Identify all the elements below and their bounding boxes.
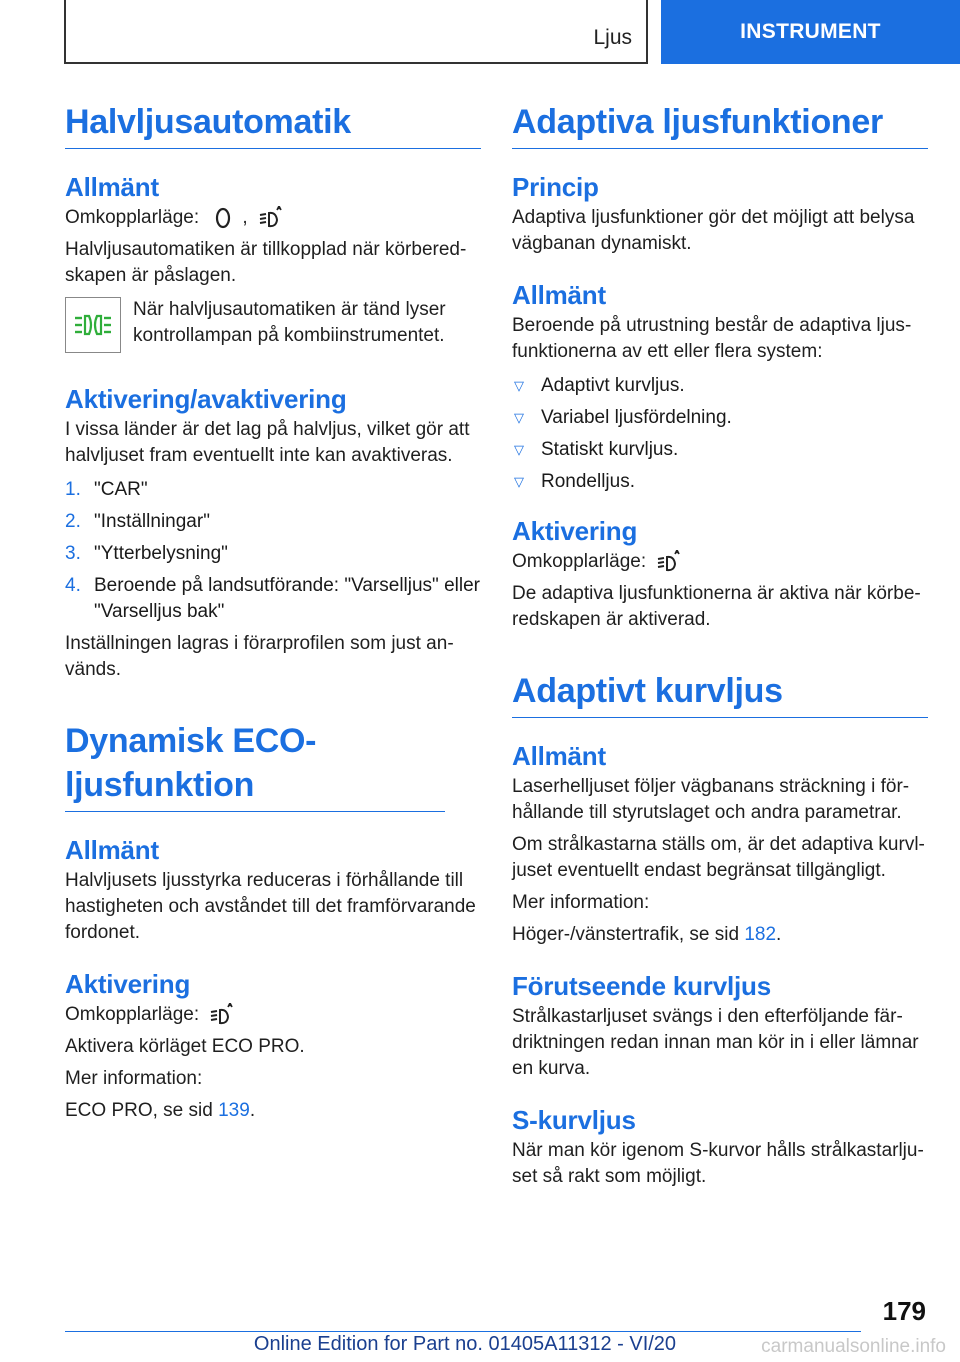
list-item: ▽ Adaptivt kurvljus. (512, 373, 928, 399)
list-item: ▽ Rondelljus. (512, 469, 928, 495)
heading-allmant: Allmänt (65, 835, 159, 865)
auto-headlight-icon (259, 206, 285, 230)
switch-label: Omkopplarläge: (65, 1004, 200, 1025)
paragraph: De adaptiva ljusfunktionerna är aktiva när körberedskapen är aktiverad. (512, 583, 921, 630)
paragraph: Om strålkastarna ställs om, är det adaptiva kurvljuset eventuellt endast begränsat tillgängligt. (512, 834, 925, 881)
systems-list (512, 373, 928, 495)
page-link-139[interactable]: 139 (218, 1100, 250, 1121)
heading-princip: Princip (512, 172, 599, 202)
indicator-lamp-box (65, 297, 121, 353)
page-number: 179 (882, 1296, 926, 1326)
switch-separator: , (242, 207, 248, 228)
switch-line (65, 1002, 481, 1028)
steps-list (65, 477, 481, 625)
switch-label: Omkopplarläge: (512, 551, 647, 572)
paragraph: Halvljusets ljusstyrka reduceras i förhållande till hastigheten och avståndet till det framförvarande fordonet. (65, 870, 476, 943)
triangle-bullet-icon: ▽ (514, 442, 524, 457)
chapter-tab[interactable] (661, 0, 960, 64)
switch-line (512, 549, 928, 575)
paragraph: Strålkastarljuset svängs i den efterföljande färdriktningen redan innan man kör in i eller lämnar en kurva. (512, 1006, 919, 1079)
indicator-lamp-row (65, 297, 481, 353)
auto-lowbeam-indicator-icon (73, 312, 113, 338)
right-column (512, 100, 928, 1190)
footer-edition: Online Edition for Part no. 01405A11312 - VI/20 (253, 1333, 677, 1355)
heading-forutseende-kurvljus: Förutseende kurvljus (512, 971, 771, 1001)
header-box (64, 0, 648, 64)
auto-headlight-icon (657, 550, 683, 574)
list-item: 1. "CAR" (65, 479, 148, 500)
heading-adaptiva-ljusfunktioner: Adaptiva ljusfunktioner (512, 100, 928, 149)
switch-line (65, 205, 481, 231)
reference-line: ECO PRO, se sid 139. (65, 1100, 256, 1121)
paragraph: Adaptiva ljusfunktioner gör det möjligt att belysa vägbanan dynamiskt. (512, 207, 915, 254)
paragraph: Beroende på utrustning består de adaptiva ljusfunktionerna av ett eller flera system: (512, 315, 912, 362)
list-item: 2. "Inställningar" (65, 511, 210, 532)
paragraph: Laserhelljuset följer vägbanans sträckning i förhållande till styrutslaget och andra parametrar. (512, 776, 910, 823)
paragraph: Aktivera körläget ECO PRO. (65, 1036, 305, 1057)
heading-dynamisk-eco: Dynamisk ECO-ljusfunktion (65, 719, 445, 812)
heading-aktivering: Aktivering (65, 969, 191, 999)
paragraph: I vissa länder är det lag på halvljus, vilket gör att halvljuset fram eventuellt inte kan avaktiveras. (65, 419, 470, 466)
section-title: Ljus (593, 26, 632, 49)
heading-s-kurvljus: S-kurvljus (512, 1105, 636, 1135)
heading-aktivering: Aktivering (512, 516, 638, 546)
page-link-182[interactable]: 182 (744, 924, 777, 945)
list-item: 4. Beroende på landsutförande: "Varselljus" eller "Varselljus bak" (65, 575, 480, 622)
paragraph: Mer information: (65, 1068, 203, 1089)
heading-allmant: Allmänt (512, 280, 606, 310)
list-item: 3. "Ytterbelysning" (65, 543, 228, 564)
chapter-tab-label: INSTRUMENT (740, 20, 881, 43)
switch-off-icon (210, 206, 236, 230)
paragraph: Mer information: (512, 892, 650, 913)
heading-allmant: Allmänt (65, 172, 159, 202)
list-item: ▽ Variabel ljusfördelning. (512, 405, 928, 431)
paragraph: Halvljusautomatiken är tillkopplad när körberedskapen är påslagen. (65, 239, 467, 286)
heading-adaptivt-kurvljus: Adaptivt kurvljus (512, 669, 928, 718)
triangle-bullet-icon: ▽ (514, 410, 524, 425)
footer-divider (65, 1331, 861, 1332)
indicator-lamp-text: När halvljusautomatiken är tänd lyser kontrollampan på kombiinstrumentet. (133, 299, 446, 346)
watermark: carmanualsonline.info (761, 1336, 946, 1357)
list-item: ▽ Statiskt kurvljus. (512, 437, 928, 463)
paragraph: När man kör igenom S-kurvor hålls strålkastarljuset så rakt som möjligt. (512, 1140, 924, 1187)
auto-headlight-icon (210, 1003, 236, 1027)
triangle-bullet-icon: ▽ (514, 378, 524, 393)
heading-aktivering-avaktivering: Aktivering/avaktivering (65, 384, 347, 414)
triangle-bullet-icon: ▽ (514, 474, 524, 489)
heading-halvljusautomatik: Halvljusautomatik (65, 100, 481, 149)
left-column (65, 100, 481, 1124)
reference-line: Höger-/vänstertrafik, se sid 182. (512, 924, 782, 945)
switch-label: Omkopplarläge: (65, 207, 200, 228)
heading-allmant: Allmänt (512, 741, 606, 771)
paragraph: Inställningen lagras i förarprofilen som just används. (65, 633, 454, 680)
